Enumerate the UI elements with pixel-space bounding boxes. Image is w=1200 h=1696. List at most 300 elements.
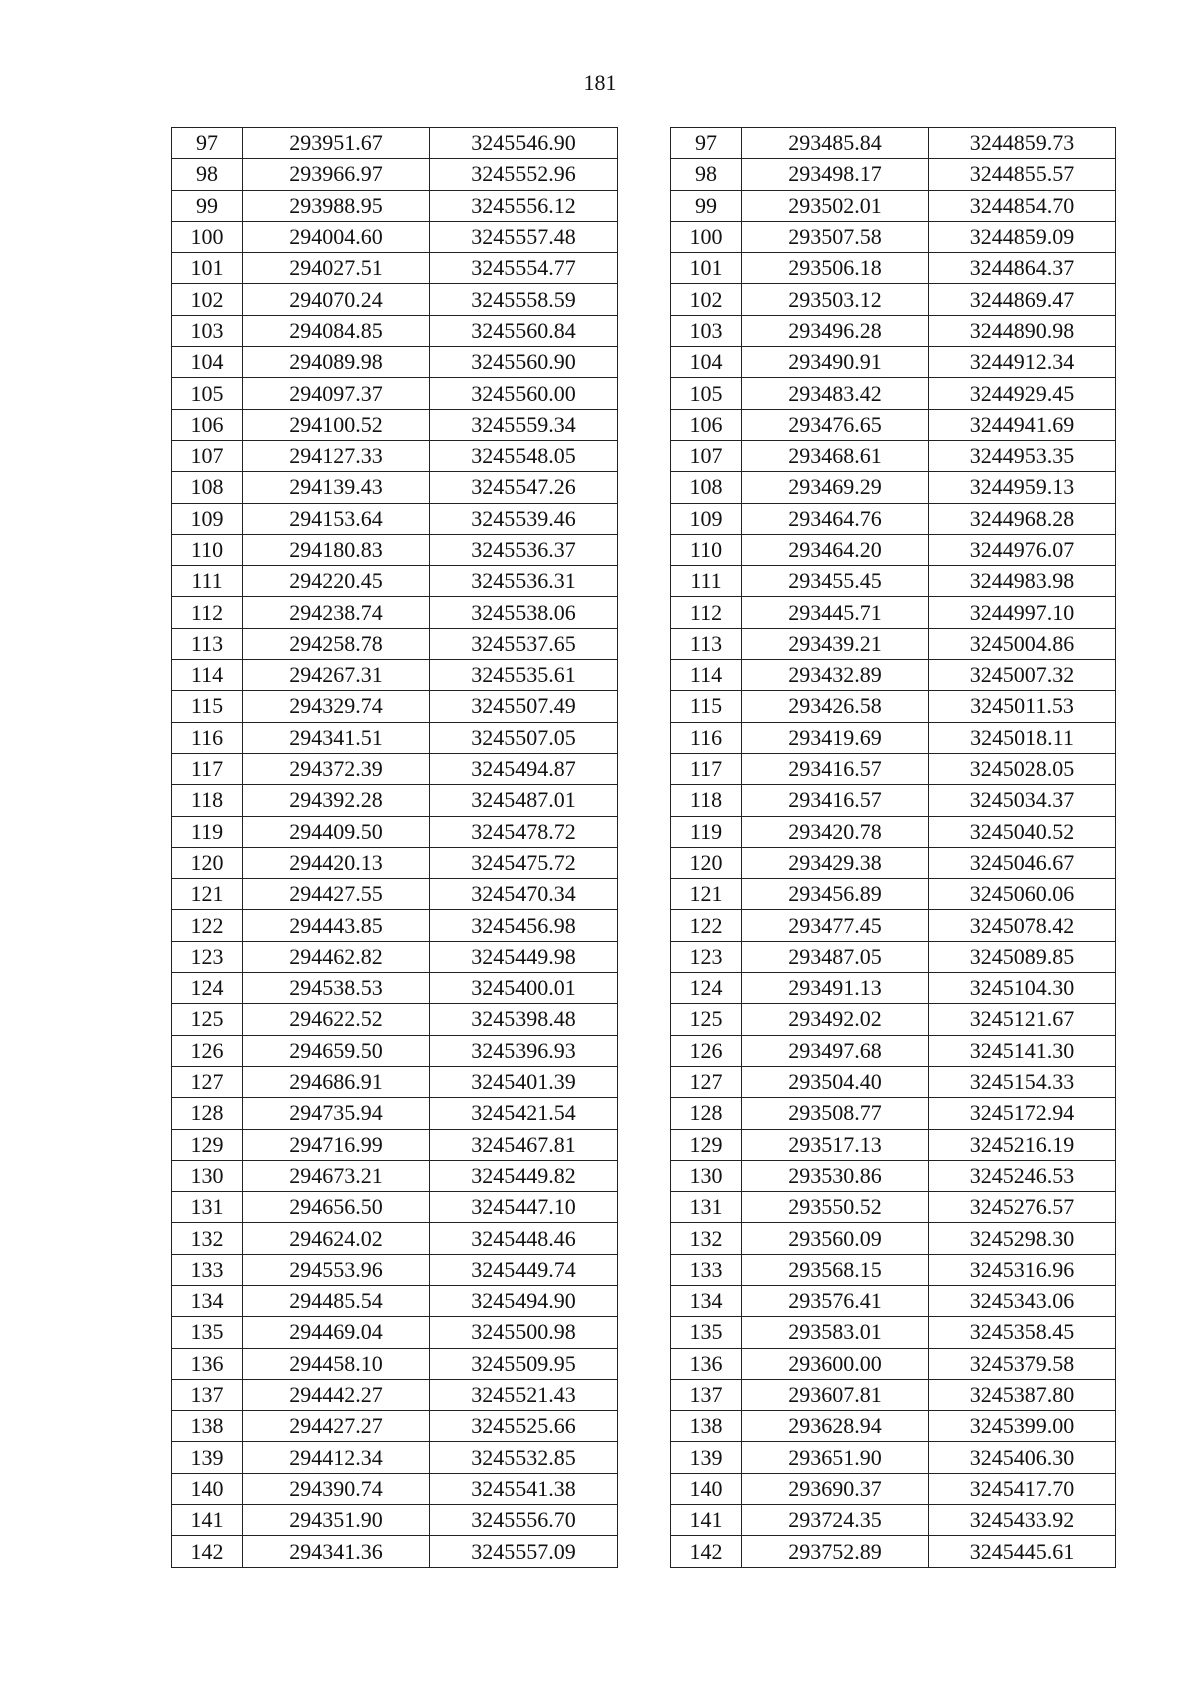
x-coordinate-cell: 293483.42 [742,378,929,409]
x-coordinate-cell: 294659.50 [243,1035,430,1066]
x-coordinate-cell: 293420.78 [742,816,929,847]
y-coordinate-cell: 3245535.61 [430,660,618,691]
point-number-cell: 99 [671,190,742,221]
x-coordinate-cell: 293496.28 [742,315,929,346]
x-coordinate-cell: 293560.09 [742,1223,929,1254]
x-coordinate-cell: 293568.15 [742,1254,929,1285]
point-number-cell: 120 [172,847,243,878]
table-row [671,1004,1116,1035]
y-coordinate-cell: 3245494.90 [430,1285,618,1316]
point-number-cell: 138 [671,1411,742,1442]
point-number-cell: 135 [172,1317,243,1348]
coordinates-table-left [171,127,618,1568]
point-number-cell: 133 [172,1254,243,1285]
y-coordinate-cell: 3245536.31 [430,566,618,597]
point-number-cell: 126 [172,1035,243,1066]
x-coordinate-cell: 294027.51 [243,253,430,284]
table-row [172,941,618,972]
table-row [172,1379,618,1410]
x-coordinate-cell: 293497.68 [742,1035,929,1066]
y-coordinate-cell: 3244953.35 [929,440,1116,471]
y-coordinate-cell: 3245558.59 [430,284,618,315]
table-row [671,973,1116,1004]
point-number-cell: 119 [671,816,742,847]
point-number-cell: 109 [671,503,742,534]
y-coordinate-cell: 3245046.67 [929,847,1116,878]
y-coordinate-cell: 3245548.05 [430,440,618,471]
x-coordinate-cell: 294258.78 [243,628,430,659]
y-coordinate-cell: 3245552.96 [430,159,618,190]
table-row [172,315,618,346]
y-coordinate-cell: 3245004.86 [929,628,1116,659]
point-number-cell: 133 [671,1254,742,1285]
table-row [172,503,618,534]
y-coordinate-cell: 3245537.65 [430,628,618,659]
x-coordinate-cell: 294089.98 [243,347,430,378]
point-number-cell: 110 [671,534,742,565]
x-coordinate-cell: 294624.02 [243,1223,430,1254]
x-coordinate-cell: 294409.50 [243,816,430,847]
point-number-cell: 116 [671,722,742,753]
y-coordinate-cell: 3245449.82 [430,1160,618,1191]
point-number-cell: 132 [172,1223,243,1254]
point-number-cell: 113 [172,628,243,659]
x-coordinate-cell: 293690.37 [742,1473,929,1504]
point-number-cell: 123 [172,941,243,972]
y-coordinate-cell: 3245538.06 [430,597,618,628]
x-coordinate-cell: 293576.41 [742,1285,929,1316]
point-number-cell: 136 [671,1348,742,1379]
x-coordinate-cell: 293485.84 [742,128,929,159]
table-body [172,128,618,1568]
x-coordinate-cell: 294735.94 [243,1098,430,1129]
y-coordinate-cell: 3245007.32 [929,660,1116,691]
point-number-cell: 135 [671,1317,742,1348]
table-row [172,1035,618,1066]
x-coordinate-cell: 294622.52 [243,1004,430,1035]
table-row [671,253,1116,284]
point-number-cell: 128 [172,1098,243,1129]
table-row [671,190,1116,221]
x-coordinate-cell: 293477.45 [742,910,929,941]
x-coordinate-cell: 294180.83 [243,534,430,565]
point-number-cell: 98 [671,159,742,190]
table-row [671,1285,1116,1316]
point-number-cell: 101 [172,253,243,284]
table-row [172,253,618,284]
y-coordinate-cell: 3245358.45 [929,1317,1116,1348]
table-row [172,597,618,628]
table-row [671,128,1116,159]
table-row [172,691,618,722]
point-number-cell: 107 [671,440,742,471]
point-number-cell: 100 [172,221,243,252]
point-number-cell: 123 [671,941,742,972]
table-row [671,472,1116,503]
table-row [671,1379,1116,1410]
y-coordinate-cell: 3245560.00 [430,378,618,409]
point-number-cell: 131 [172,1192,243,1223]
point-number-cell: 139 [172,1442,243,1473]
y-coordinate-cell: 3245387.80 [929,1379,1116,1410]
x-coordinate-cell: 294127.33 [243,440,430,471]
table-row [172,378,618,409]
x-coordinate-cell: 294716.99 [243,1129,430,1160]
table-body [671,128,1116,1568]
point-number-cell: 106 [671,409,742,440]
x-coordinate-cell: 294351.90 [243,1505,430,1536]
y-coordinate-cell: 3245556.70 [430,1505,618,1536]
point-number-cell: 97 [172,128,243,159]
y-coordinate-cell: 3245478.72 [430,816,618,847]
y-coordinate-cell: 3244968.28 [929,503,1116,534]
point-number-cell: 98 [172,159,243,190]
point-number-cell: 130 [172,1160,243,1191]
table-row [671,1505,1116,1536]
point-number-cell: 140 [172,1473,243,1504]
x-coordinate-cell: 294458.10 [243,1348,430,1379]
y-coordinate-cell: 3245449.98 [430,941,618,972]
x-coordinate-cell: 294656.50 [243,1192,430,1223]
point-number-cell: 120 [671,847,742,878]
y-coordinate-cell: 3245034.37 [929,785,1116,816]
x-coordinate-cell: 293752.89 [742,1536,929,1567]
x-coordinate-cell: 293468.61 [742,440,929,471]
point-number-cell: 114 [671,660,742,691]
x-coordinate-cell: 293439.21 [742,628,929,659]
x-coordinate-cell: 294390.74 [243,1473,430,1504]
table-row [671,534,1116,565]
x-coordinate-cell: 293951.67 [243,128,430,159]
table-row [172,1254,618,1285]
table-row [172,1473,618,1504]
x-coordinate-cell: 294412.34 [243,1442,430,1473]
y-coordinate-cell: 3245475.72 [430,847,618,878]
x-coordinate-cell: 293503.12 [742,284,929,315]
y-coordinate-cell: 3245560.90 [430,347,618,378]
point-number-cell: 109 [172,503,243,534]
point-number-cell: 125 [172,1004,243,1035]
point-number-cell: 134 [671,1285,742,1316]
x-coordinate-cell: 294341.51 [243,722,430,753]
table-row [671,1536,1116,1567]
table-row [671,221,1116,252]
y-coordinate-cell: 3244912.34 [929,347,1116,378]
x-coordinate-cell: 294220.45 [243,566,430,597]
point-number-cell: 140 [671,1473,742,1504]
x-coordinate-cell: 294329.74 [243,691,430,722]
x-coordinate-cell: 293492.02 [742,1004,929,1035]
y-coordinate-cell: 3245401.39 [430,1066,618,1097]
y-coordinate-cell: 3245507.49 [430,691,618,722]
y-coordinate-cell: 3245276.57 [929,1192,1116,1223]
point-number-cell: 121 [671,879,742,910]
y-coordinate-cell: 3245539.46 [430,503,618,534]
x-coordinate-cell: 293966.97 [243,159,430,190]
y-coordinate-cell: 3244854.70 [929,190,1116,221]
table-row [172,816,618,847]
x-coordinate-cell: 294139.43 [243,472,430,503]
x-coordinate-cell: 293651.90 [742,1442,929,1473]
table-row [172,566,618,597]
point-number-cell: 105 [172,378,243,409]
x-coordinate-cell: 294686.91 [243,1066,430,1097]
y-coordinate-cell: 3245560.84 [430,315,618,346]
table-row [172,973,618,1004]
table-row [671,503,1116,534]
x-coordinate-cell: 293724.35 [742,1505,929,1536]
point-number-cell: 102 [671,284,742,315]
table-row [172,472,618,503]
x-coordinate-cell: 294267.31 [243,660,430,691]
point-number-cell: 137 [172,1379,243,1410]
y-coordinate-cell: 3245121.67 [929,1004,1116,1035]
table-row [671,691,1116,722]
y-coordinate-cell: 3245316.96 [929,1254,1116,1285]
point-number-cell: 104 [671,347,742,378]
table-row [671,315,1116,346]
x-coordinate-cell: 293988.95 [243,190,430,221]
y-coordinate-cell: 3245456.98 [430,910,618,941]
x-coordinate-cell: 294004.60 [243,221,430,252]
y-coordinate-cell: 3244859.73 [929,128,1116,159]
y-coordinate-cell: 3245467.81 [430,1129,618,1160]
x-coordinate-cell: 293487.05 [742,941,929,972]
x-coordinate-cell: 293469.29 [742,472,929,503]
y-coordinate-cell: 3244869.47 [929,284,1116,315]
table-row [671,1317,1116,1348]
y-coordinate-cell: 3245449.74 [430,1254,618,1285]
y-coordinate-cell: 3245011.53 [929,691,1116,722]
table-row [671,347,1116,378]
x-coordinate-cell: 293600.00 [742,1348,929,1379]
point-number-cell: 117 [172,753,243,784]
point-number-cell: 101 [671,253,742,284]
point-number-cell: 111 [671,566,742,597]
point-number-cell: 138 [172,1411,243,1442]
table-row [671,1348,1116,1379]
point-number-cell: 103 [671,315,742,346]
point-number-cell: 115 [671,691,742,722]
y-coordinate-cell: 3245433.92 [929,1505,1116,1536]
table-row [671,1411,1116,1442]
point-number-cell: 141 [172,1505,243,1536]
table-row [172,1098,618,1129]
table-row [671,660,1116,691]
x-coordinate-cell: 293464.76 [742,503,929,534]
point-number-cell: 102 [172,284,243,315]
x-coordinate-cell: 294070.24 [243,284,430,315]
table-row [172,159,618,190]
point-number-cell: 117 [671,753,742,784]
point-number-cell: 124 [671,973,742,1004]
point-number-cell: 122 [671,910,742,941]
table-row [671,753,1116,784]
y-coordinate-cell: 3245417.70 [929,1473,1116,1504]
point-number-cell: 107 [172,440,243,471]
x-coordinate-cell: 293508.77 [742,1098,929,1129]
y-coordinate-cell: 3245400.01 [430,973,618,1004]
x-coordinate-cell: 294153.64 [243,503,430,534]
y-coordinate-cell: 3245541.38 [430,1473,618,1504]
y-coordinate-cell: 3244864.37 [929,253,1116,284]
point-number-cell: 97 [671,128,742,159]
point-number-cell: 119 [172,816,243,847]
table-row [671,1160,1116,1191]
x-coordinate-cell: 294553.96 [243,1254,430,1285]
x-coordinate-cell: 293607.81 [742,1379,929,1410]
y-coordinate-cell: 3245500.98 [430,1317,618,1348]
table-row [671,1473,1116,1504]
table-row [671,1223,1116,1254]
y-coordinate-cell: 3244929.45 [929,378,1116,409]
table-row [172,1223,618,1254]
y-coordinate-cell: 3245532.85 [430,1442,618,1473]
y-coordinate-cell: 3245546.90 [430,128,618,159]
table-row [671,941,1116,972]
y-coordinate-cell: 3245521.43 [430,1379,618,1410]
y-coordinate-cell: 3245060.06 [929,879,1116,910]
y-coordinate-cell: 3245379.58 [929,1348,1116,1379]
point-number-cell: 118 [172,785,243,816]
point-number-cell: 142 [671,1536,742,1567]
y-coordinate-cell: 3245487.01 [430,785,618,816]
x-coordinate-cell: 293416.57 [742,785,929,816]
y-coordinate-cell: 3245396.93 [430,1035,618,1066]
x-coordinate-cell: 294538.53 [243,973,430,1004]
point-number-cell: 112 [671,597,742,628]
y-coordinate-cell: 3244976.07 [929,534,1116,565]
y-coordinate-cell: 3244855.57 [929,159,1116,190]
y-coordinate-cell: 3245343.06 [929,1285,1116,1316]
point-number-cell: 100 [671,221,742,252]
point-number-cell: 136 [172,1348,243,1379]
table-row [172,628,618,659]
x-coordinate-cell: 293583.01 [742,1317,929,1348]
y-coordinate-cell: 3244959.13 [929,472,1116,503]
point-number-cell: 118 [671,785,742,816]
x-coordinate-cell: 294420.13 [243,847,430,878]
table-row [172,753,618,784]
x-coordinate-cell: 293491.13 [742,973,929,1004]
table-row [172,1317,618,1348]
x-coordinate-cell: 294427.55 [243,879,430,910]
table-row [671,378,1116,409]
point-number-cell: 125 [671,1004,742,1035]
point-number-cell: 142 [172,1536,243,1567]
x-coordinate-cell: 293476.65 [742,409,929,440]
table-row [172,879,618,910]
x-coordinate-cell: 294084.85 [243,315,430,346]
table-row [671,722,1116,753]
y-coordinate-cell: 3245040.52 [929,816,1116,847]
table-row [172,221,618,252]
table-row [172,128,618,159]
y-coordinate-cell: 3245556.12 [430,190,618,221]
x-coordinate-cell: 293419.69 [742,722,929,753]
table-row [671,1254,1116,1285]
y-coordinate-cell: 3245028.05 [929,753,1116,784]
point-number-cell: 129 [172,1129,243,1160]
table-row [671,284,1116,315]
table-row [671,785,1116,816]
y-coordinate-cell: 3244941.69 [929,409,1116,440]
point-number-cell: 127 [671,1066,742,1097]
point-number-cell: 127 [172,1066,243,1097]
x-coordinate-cell: 293504.40 [742,1066,929,1097]
x-coordinate-cell: 294097.37 [243,378,430,409]
table-row [172,534,618,565]
y-coordinate-cell: 3244890.98 [929,315,1116,346]
x-coordinate-cell: 294442.27 [243,1379,430,1410]
x-coordinate-cell: 294392.28 [243,785,430,816]
point-number-cell: 105 [671,378,742,409]
y-coordinate-cell: 3245554.77 [430,253,618,284]
point-number-cell: 112 [172,597,243,628]
table-row [172,409,618,440]
x-coordinate-cell: 293464.20 [742,534,929,565]
x-coordinate-cell: 294469.04 [243,1317,430,1348]
point-number-cell: 99 [172,190,243,221]
table-row [172,847,618,878]
table-row [172,1442,618,1473]
x-coordinate-cell: 293490.91 [742,347,929,378]
x-coordinate-cell: 293498.17 [742,159,929,190]
table-row [671,628,1116,659]
point-number-cell: 114 [172,660,243,691]
x-coordinate-cell: 294100.52 [243,409,430,440]
point-number-cell: 130 [671,1160,742,1191]
y-coordinate-cell: 3245509.95 [430,1348,618,1379]
x-coordinate-cell: 294485.54 [243,1285,430,1316]
point-number-cell: 126 [671,1035,742,1066]
table-row [671,910,1116,941]
x-coordinate-cell: 294238.74 [243,597,430,628]
point-number-cell: 137 [671,1379,742,1410]
x-coordinate-cell: 293456.89 [742,879,929,910]
table-row [172,440,618,471]
x-coordinate-cell: 293426.58 [742,691,929,722]
table-row [172,660,618,691]
point-number-cell: 106 [172,409,243,440]
x-coordinate-cell: 293517.13 [742,1129,929,1160]
table-row [172,1348,618,1379]
point-number-cell: 108 [671,472,742,503]
x-coordinate-cell: 293502.01 [742,190,929,221]
y-coordinate-cell: 3245470.34 [430,879,618,910]
y-coordinate-cell: 3245154.33 [929,1066,1116,1097]
table-row [671,159,1116,190]
point-number-cell: 108 [172,472,243,503]
y-coordinate-cell: 3245557.48 [430,221,618,252]
table-row [671,1192,1116,1223]
page-number: 181 [583,70,617,95]
table-row [671,1129,1116,1160]
x-coordinate-cell: 294372.39 [243,753,430,784]
table-row [671,847,1116,878]
table-row [172,1129,618,1160]
y-coordinate-cell: 3245448.46 [430,1223,618,1254]
x-coordinate-cell: 293429.38 [742,847,929,878]
table-row [172,1536,618,1567]
table-row [172,190,618,221]
point-number-cell: 116 [172,722,243,753]
y-coordinate-cell: 3245298.30 [929,1223,1116,1254]
table-row [172,1066,618,1097]
table-row [172,910,618,941]
point-number-cell: 131 [671,1192,742,1223]
y-coordinate-cell: 3245104.30 [929,973,1116,1004]
